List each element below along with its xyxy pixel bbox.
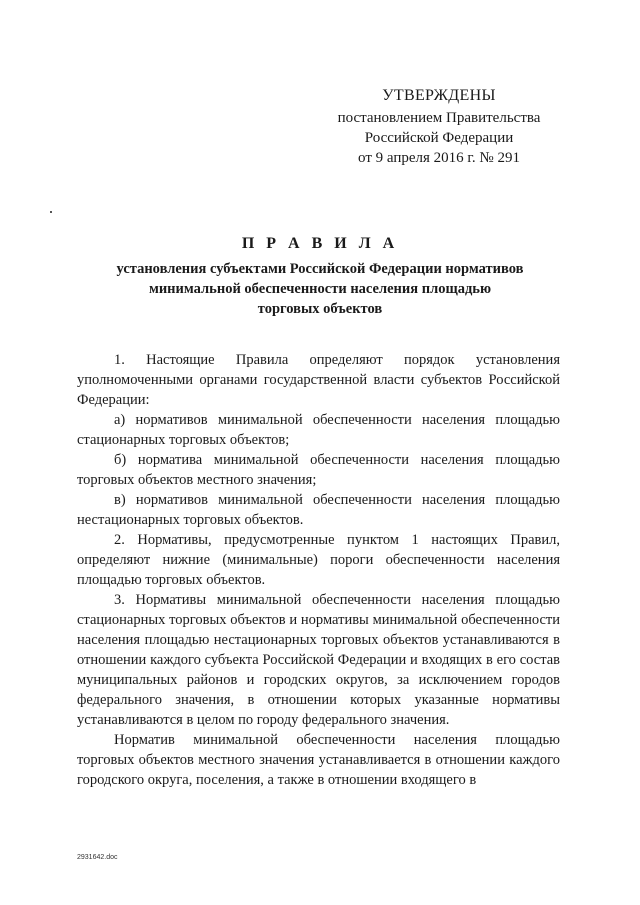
paragraph-3: 3. Нормативы минимальной обеспеченности населения площадью стационарных торговых объектов и нормативы минимальной обеспеченности населения площадью нестационарных торговых объектов устанавливаются в отношении каждого субъекта Российской Федерации и входящих в его состав муниципальных районов и городских округов, за исключением городов федерального значения, в отношении которых указанные нормативы устанавливаются в целом по городу федерального значения.	[77, 592, 560, 728]
scan-dot	[50, 211, 52, 213]
subtitle-line-1: установления субъектами Российской Федерации нормативов	[116, 261, 524, 277]
paragraph-1c: в) нормативов минимальной обеспеченности населения площадью нестационарных торговых объектов.	[77, 492, 560, 528]
paragraph-1a: а) нормативов минимальной обеспеченности населения площадью стационарных торговых объектов;	[77, 412, 560, 448]
paragraph-3-cont: Норматив минимальной обеспеченности населения площадью торговых объектов местного значения устанавливается в отношении каждого городского округа, поселения, а также в отношении входящего в	[77, 732, 560, 788]
approval-line-1: постановлением Правительства	[337, 110, 541, 126]
file-name-footer: 2931642.doc	[77, 854, 118, 861]
approval-block	[324, 86, 554, 168]
document-subtitle	[90, 259, 550, 319]
document-body	[77, 350, 560, 790]
subtitle-line-3: торговых объектов	[257, 301, 383, 317]
paragraph-1: 1. Настоящие Правила определяют порядок установления уполномоченными органами государственной власти субъектов Российской Федерации:	[77, 352, 560, 408]
subtitle-line-2: минимальной обеспеченности населения площадью	[148, 281, 492, 297]
document-title: П Р А В И Л А	[241, 235, 399, 252]
paragraph-2: 2. Нормативы, предусмотренные пунктом 1 настоящих Правил, определяют нижние (минимальные) пороги обеспеченности населения площадью торговых объектов.	[77, 532, 560, 588]
approval-line-3: от 9 апреля 2016 г. № 291	[358, 150, 520, 166]
approval-line-2: Российской Федерации	[364, 130, 514, 146]
approval-heading: УТВЕРЖДЕНЫ	[382, 87, 496, 104]
paragraph-1b: б) норматива минимальной обеспеченности населения площадью торговых объектов местного значения;	[77, 452, 560, 488]
